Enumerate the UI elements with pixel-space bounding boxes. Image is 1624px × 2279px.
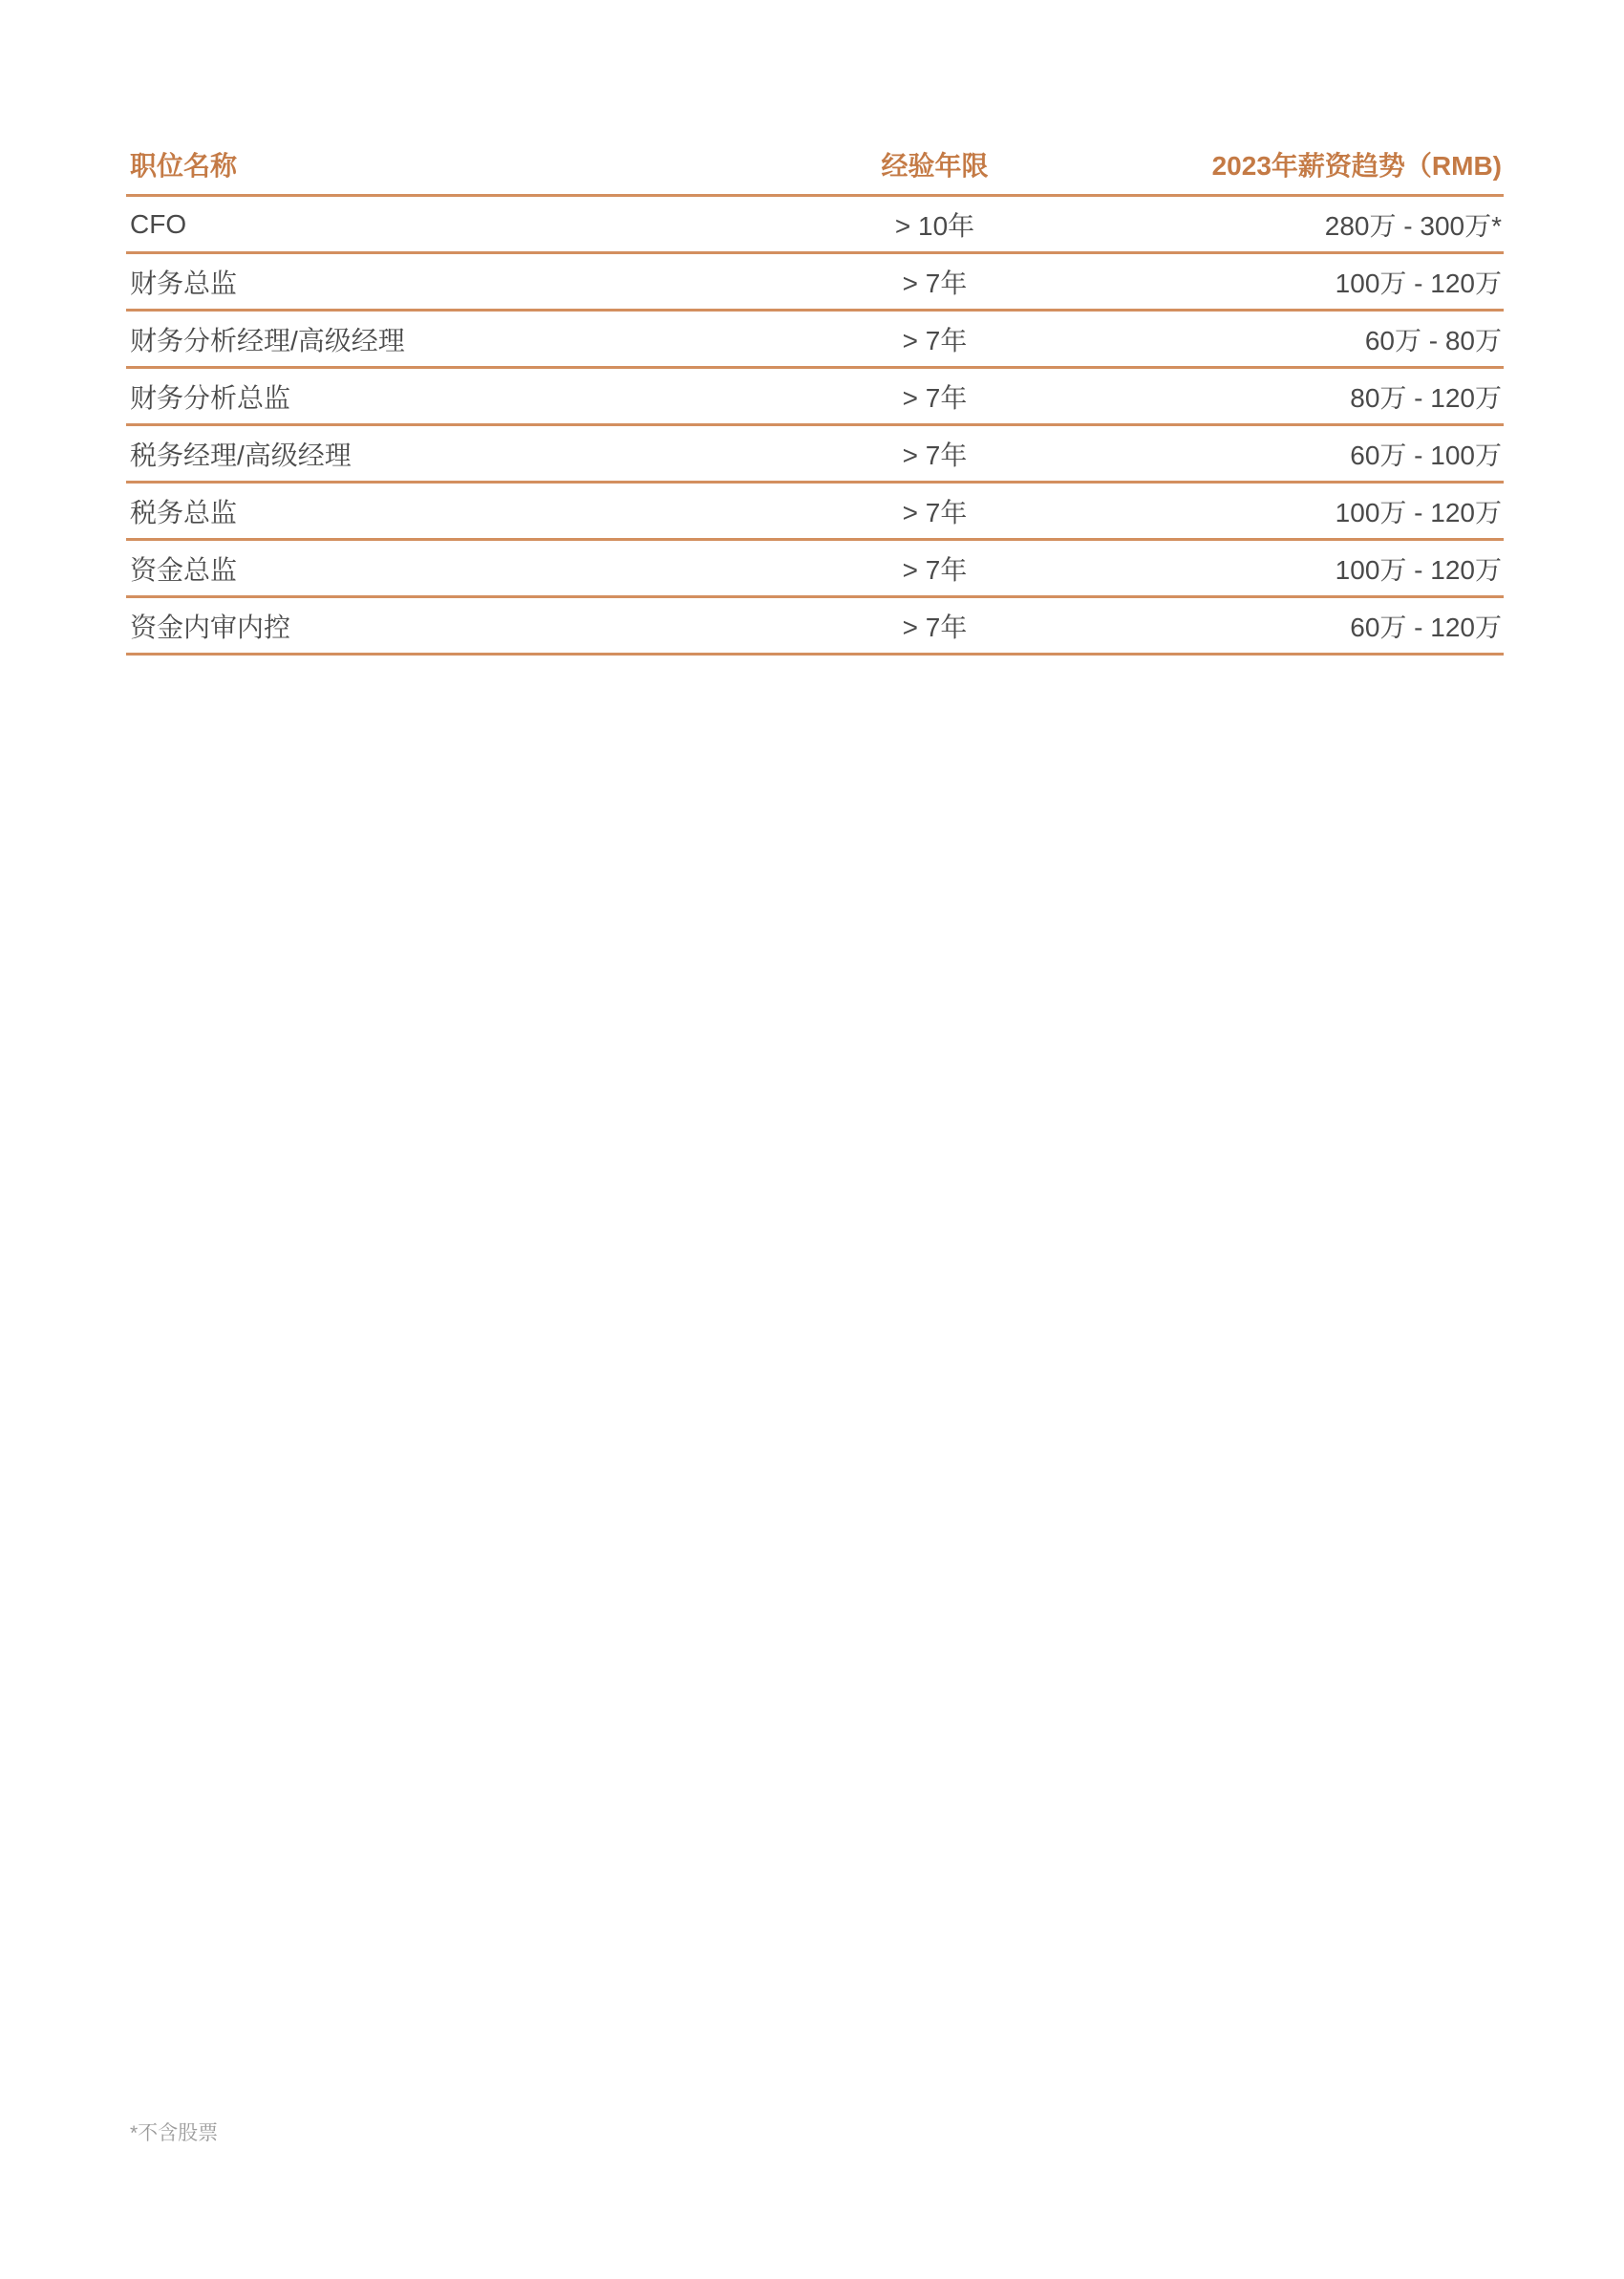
cell-experience: > 10年 bbox=[894, 210, 975, 241]
cell-salary: 280万 - 300万* bbox=[1324, 210, 1502, 241]
cell-title: 财务分析经理/高级经理 bbox=[130, 325, 405, 355]
table-row bbox=[126, 197, 1504, 254]
cell-salary: 80万 - 120万 bbox=[1350, 382, 1502, 413]
cell-salary: 100万 - 120万 bbox=[1335, 554, 1502, 585]
table-row bbox=[126, 254, 1504, 312]
cell-salary: 60万 - 100万 bbox=[1350, 440, 1502, 470]
table-row bbox=[126, 312, 1504, 369]
cell-title: 财务总监 bbox=[130, 268, 238, 298]
cell-salary: 60万 - 80万 bbox=[1364, 325, 1502, 355]
cell-title: 税务总监 bbox=[130, 497, 238, 527]
cell-experience: > 7年 bbox=[902, 325, 968, 355]
table-row bbox=[126, 484, 1504, 541]
cell-title: 财务分析总监 bbox=[130, 382, 291, 413]
cell-experience: > 7年 bbox=[902, 554, 968, 585]
header-salary: 2023年薪资趋势（RMB) bbox=[1211, 150, 1502, 181]
cell-salary: 100万 - 120万 bbox=[1335, 268, 1502, 298]
cell-title: CFO bbox=[130, 208, 187, 239]
footnote: *不含股票 bbox=[130, 2122, 219, 2144]
table-row bbox=[126, 541, 1504, 598]
cell-title: 税务经理/高级经理 bbox=[130, 440, 352, 470]
table-header-row bbox=[126, 134, 1504, 197]
header-title: 职位名称 bbox=[130, 150, 238, 181]
cell-salary: 60万 - 120万 bbox=[1350, 612, 1502, 642]
cell-experience: > 7年 bbox=[902, 440, 968, 470]
salary-table bbox=[126, 134, 1504, 656]
cell-experience: > 7年 bbox=[902, 612, 968, 642]
cell-experience: > 7年 bbox=[902, 268, 968, 298]
cell-title: 资金总监 bbox=[130, 554, 238, 585]
cell-title: 资金内审内控 bbox=[130, 612, 291, 642]
cell-salary: 100万 - 120万 bbox=[1335, 497, 1502, 527]
cell-experience: > 7年 bbox=[902, 497, 968, 527]
table-row bbox=[126, 369, 1504, 426]
table-row bbox=[126, 426, 1504, 484]
header-experience: 经验年限 bbox=[881, 150, 989, 181]
table-row bbox=[126, 598, 1504, 656]
cell-experience: > 7年 bbox=[902, 382, 968, 413]
